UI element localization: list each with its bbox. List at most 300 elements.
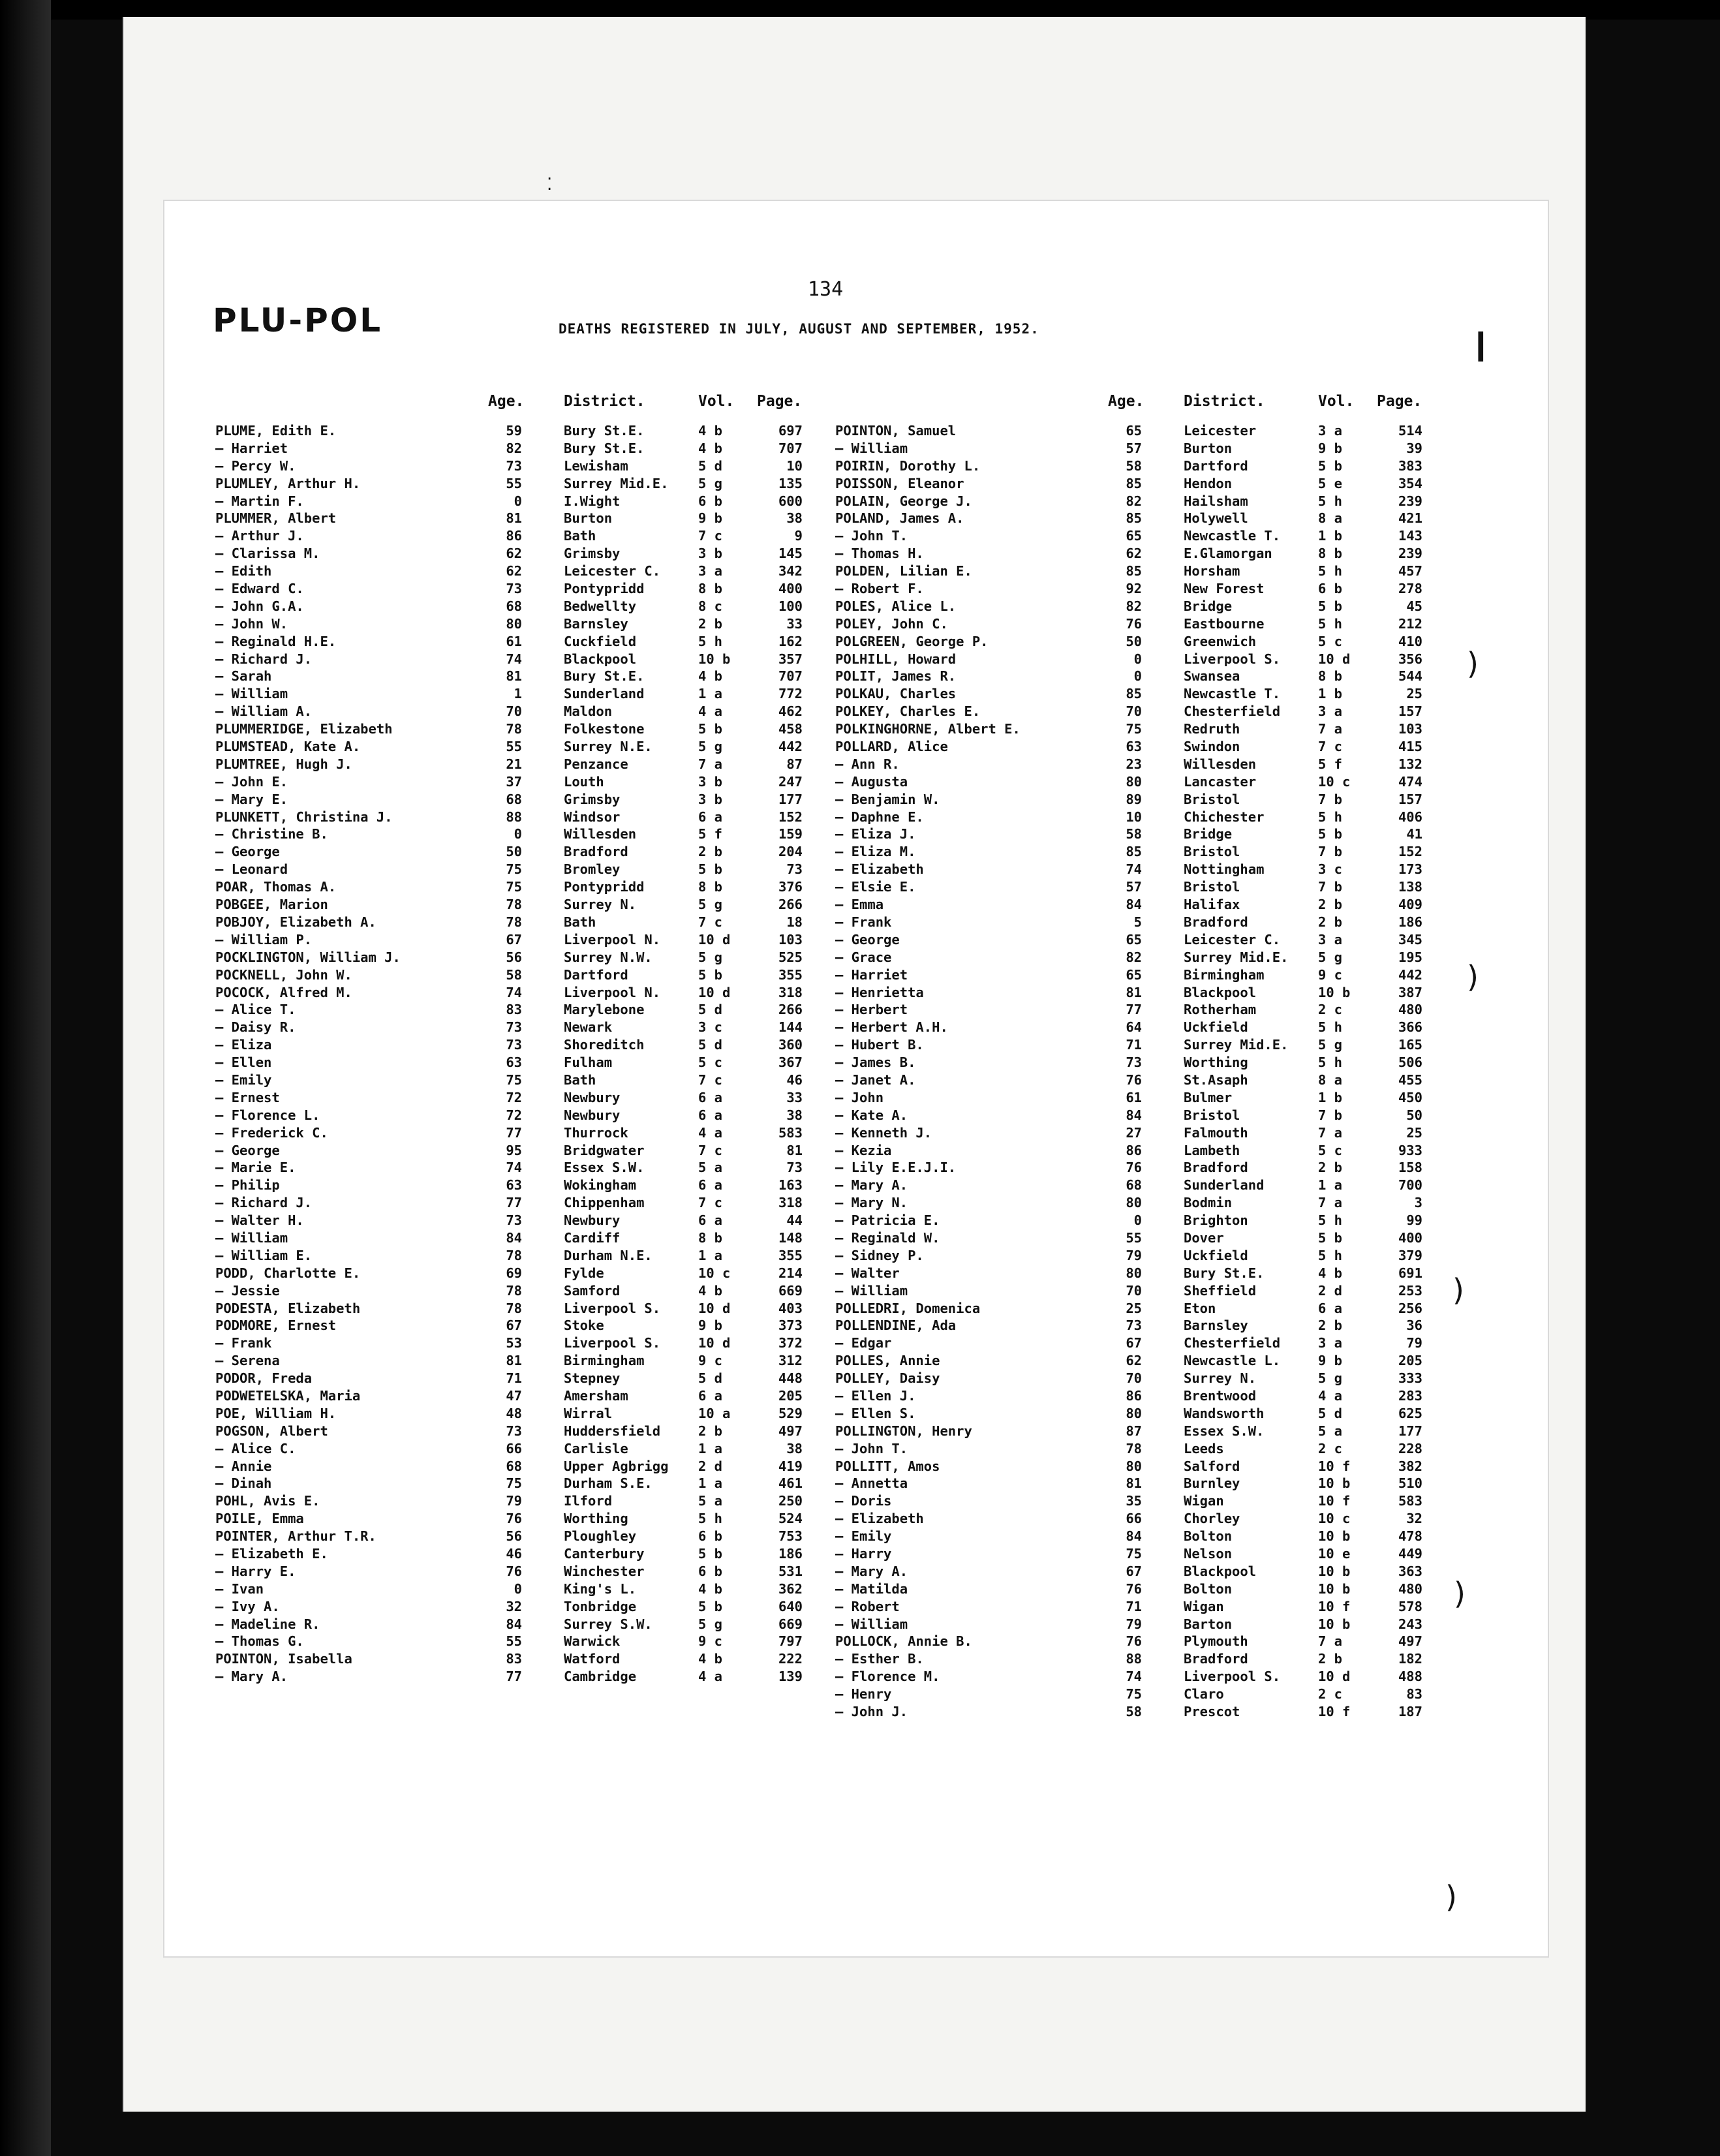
entry-page: 406 — [1398, 808, 1422, 825]
entry-page: 442 — [778, 739, 803, 755]
register-entry — [215, 1475, 868, 1493]
entry-vol: 8 c — [698, 598, 723, 614]
entry-page: 239 — [1398, 493, 1422, 509]
entry-age: 78 — [506, 1300, 522, 1316]
entry-page: 186 — [1398, 914, 1422, 930]
entry-age: 46 — [506, 1546, 522, 1562]
register-entry — [215, 598, 868, 616]
entry-page: 372 — [778, 1335, 803, 1351]
entry-vol: 5 b — [1318, 826, 1343, 842]
entry-page: 144 — [778, 1019, 803, 1036]
entry-page: 449 — [1398, 1546, 1422, 1562]
register-entry — [215, 1107, 868, 1125]
entry-page: 212 — [1398, 615, 1422, 632]
left-entries — [215, 423, 868, 1686]
entry-age: 85 — [1126, 510, 1142, 527]
entry-age: 0 — [1133, 651, 1142, 667]
entry-district: Burton — [1184, 440, 1233, 456]
entry-page: 177 — [1398, 1423, 1422, 1439]
register-entry — [835, 1055, 1488, 1072]
entry-age: 85 — [1126, 475, 1142, 491]
entry-name: POLES, Alice L. — [835, 598, 957, 614]
entry-age: 25 — [1126, 1300, 1142, 1316]
entry-page: 157 — [1398, 791, 1422, 807]
entry-name: — Kate A. — [835, 1107, 908, 1123]
entry-age: 32 — [506, 1598, 522, 1614]
entry-name: — Annetta — [835, 1475, 908, 1492]
entry-age: 55 — [506, 1633, 522, 1650]
entry-name: POLLEDRI, Domenica — [835, 1300, 981, 1316]
entry-age: 70 — [1126, 1370, 1142, 1387]
entry-page: 583 — [1398, 1493, 1422, 1509]
entry-page: 797 — [778, 1633, 803, 1650]
entry-district: Surrey Mid.E. — [1184, 949, 1289, 965]
register-entry — [215, 1406, 868, 1423]
entry-vol: 3 a — [1318, 423, 1343, 439]
entry-vol: 10 d — [698, 1300, 731, 1316]
entry-page: 478 — [1398, 1528, 1422, 1545]
entry-district: Thurrock — [564, 1124, 628, 1141]
register-entry — [215, 1441, 868, 1458]
entry-name: — Harriet — [215, 440, 288, 456]
entry-name: — Herbert — [835, 1002, 908, 1018]
entry-page: 143 — [1398, 528, 1422, 544]
register-entry — [835, 1581, 1488, 1599]
entry-district: Liverpool N. — [564, 984, 661, 1000]
entry-age: 68 — [506, 598, 522, 614]
entry-district: Wokingham — [564, 1177, 637, 1194]
entry-vol: 5 b — [698, 861, 723, 878]
register-entry — [835, 476, 1488, 493]
entry-name: POISSON, Eleanor — [835, 475, 964, 491]
entry-age: 88 — [1126, 1651, 1142, 1667]
left-column — [215, 393, 868, 1686]
entry-page: 450 — [1398, 1089, 1422, 1105]
entry-name: — Daisy R. — [215, 1019, 296, 1036]
entry-age: 66 — [1126, 1511, 1142, 1527]
entry-name: — Herbert A.H. — [835, 1019, 948, 1036]
entry-vol: 5 d — [698, 1370, 723, 1387]
binder-hole-mark: ) — [1467, 646, 1479, 681]
entry-age: 75 — [506, 1071, 522, 1088]
register-entry — [215, 1248, 868, 1265]
entry-district: King's L. — [564, 1580, 637, 1597]
entry-page: 103 — [1398, 721, 1422, 737]
entry-page: 135 — [778, 475, 803, 491]
entry-age: 56 — [506, 1528, 522, 1545]
entry-age: 76 — [1126, 1071, 1142, 1088]
entry-vol: 7 b — [1318, 791, 1343, 807]
register-entry — [835, 440, 1488, 458]
entry-name: — John G.A. — [215, 598, 304, 614]
entry-district: Wirral — [564, 1405, 613, 1421]
entry-age: 81 — [1126, 984, 1142, 1000]
entry-page: 524 — [778, 1511, 803, 1527]
entry-vol: 6 a — [698, 1107, 723, 1123]
entry-age: 75 — [506, 879, 522, 895]
entry-name: POLKINGHORNE, Albert E. — [835, 721, 1021, 737]
entry-age: 53 — [506, 1335, 522, 1351]
entry-page: 46 — [786, 1071, 803, 1088]
entry-age: 73 — [506, 457, 522, 474]
entry-page: 25 — [1406, 1124, 1422, 1141]
register-entry — [215, 1616, 868, 1634]
entry-district: Newcastle L. — [1184, 1353, 1281, 1369]
register-entry — [215, 440, 868, 458]
entry-district: Leicester C. — [1184, 931, 1281, 947]
entry-name: POE, William H. — [215, 1405, 337, 1421]
entry-page: 410 — [1398, 633, 1422, 649]
entry-page: 157 — [1398, 703, 1422, 720]
entry-vol: 6 b — [698, 493, 723, 509]
index-range-heading: PLU-POL — [213, 301, 383, 339]
entry-age: 62 — [506, 546, 522, 562]
entry-district: Swindon — [1184, 739, 1240, 755]
entry-age: 57 — [1126, 440, 1142, 456]
entry-district: Winchester — [564, 1563, 645, 1579]
entry-district: Sunderland — [564, 686, 645, 702]
entry-age: 76 — [1126, 1160, 1142, 1176]
entry-age: 95 — [506, 1142, 522, 1158]
entry-vol: 5 h — [1318, 1212, 1343, 1229]
entry-district: Huddersfield — [564, 1423, 661, 1439]
entry-district: Ilford — [564, 1493, 613, 1509]
entry-name: POAR, Thomas A. — [215, 879, 337, 895]
entry-name: — Leonard — [215, 861, 288, 878]
entry-district: Liverpool S. — [1184, 1669, 1281, 1685]
register-entry — [215, 1037, 868, 1055]
entry-page: 697 — [778, 423, 803, 439]
entry-vol: 4 b — [698, 668, 723, 685]
register-entry — [835, 1248, 1488, 1265]
entry-page: 145 — [778, 546, 803, 562]
entry-page: 318 — [778, 1195, 803, 1211]
entry-district: Surrey Mid.E. — [1184, 1037, 1289, 1053]
entry-vol: 10 d — [698, 931, 731, 947]
entry-district: Canterbury — [564, 1546, 645, 1562]
entry-name: — Christine B. — [215, 826, 328, 842]
entry-page: 333 — [1398, 1370, 1422, 1387]
entry-page: 73 — [786, 1160, 803, 1176]
entry-name: — Annie — [215, 1458, 272, 1474]
entry-vol: 10 b — [1318, 1475, 1351, 1492]
entry-vol: 4 b — [698, 1651, 723, 1667]
entry-age: 84 — [1126, 897, 1142, 913]
entry-vol: 7 b — [1318, 1107, 1343, 1123]
entry-name: — Frank — [835, 914, 892, 930]
entry-page: 419 — [778, 1458, 803, 1474]
entry-district: Brentwood — [1184, 1387, 1257, 1404]
entry-page: 707 — [778, 440, 803, 456]
entry-age: 85 — [1126, 686, 1142, 702]
entry-page: 39 — [1406, 440, 1422, 456]
entry-name: POLIT, James R. — [835, 668, 957, 685]
entry-page: 458 — [778, 721, 803, 737]
entry-age: 81 — [506, 668, 522, 685]
entry-page: 461 — [778, 1475, 803, 1492]
entry-name: — Arthur J. — [215, 528, 304, 544]
entry-age: 50 — [506, 844, 522, 860]
entry-name: — Emma — [835, 897, 884, 913]
entry-age: 71 — [1126, 1598, 1142, 1614]
entry-page: 455 — [1398, 1071, 1422, 1088]
entry-district: Birmingham — [564, 1353, 645, 1369]
register-entry — [835, 1511, 1488, 1528]
entry-vol: 2 b — [1318, 914, 1343, 930]
entry-page: 38 — [786, 510, 803, 527]
entry-name: — Harry — [835, 1546, 892, 1562]
register-entry — [835, 1370, 1488, 1388]
entry-district: Bulmer — [1184, 1089, 1233, 1105]
entry-age: 27 — [1126, 1124, 1142, 1141]
district-header: District. — [1184, 393, 1265, 410]
entry-vol: 5 d — [698, 457, 723, 474]
entry-vol: 7 c — [698, 528, 723, 544]
entry-vol: 3 b — [698, 791, 723, 807]
entry-vol: 1 a — [698, 686, 723, 702]
entry-name: — Edith — [215, 563, 272, 579]
entry-name: POGSON, Albert — [215, 1423, 328, 1439]
entry-district: Nelson — [1184, 1546, 1233, 1562]
register-entry — [215, 1335, 868, 1353]
register-entry — [835, 1107, 1488, 1125]
entry-name: — William — [215, 1229, 288, 1246]
entry-page: 480 — [1398, 1580, 1422, 1597]
entry-age: 74 — [506, 984, 522, 1000]
entry-age: 78 — [506, 1282, 522, 1299]
register-entry — [835, 1458, 1488, 1476]
entry-page: 409 — [1398, 897, 1422, 913]
entry-age: 55 — [506, 475, 522, 491]
entry-page: 342 — [778, 563, 803, 579]
entry-page: 247 — [778, 773, 803, 790]
entry-district: Grimsby — [564, 791, 621, 807]
entry-vol: 5 h — [1318, 493, 1343, 509]
entry-age: 68 — [1126, 1177, 1142, 1194]
entry-name: POLLENDINE, Ada — [835, 1317, 957, 1334]
register-entry — [835, 1072, 1488, 1090]
entry-district: Blackpool — [564, 651, 637, 667]
entry-page: 400 — [1398, 1229, 1422, 1246]
entry-age: 80 — [506, 615, 522, 632]
entry-age: 75 — [1126, 1686, 1142, 1702]
entry-vol: 7 a — [1318, 1195, 1343, 1211]
entry-vol: 10 f — [1318, 1598, 1351, 1614]
entry-page: 497 — [1398, 1633, 1422, 1650]
register-entry — [215, 1125, 868, 1143]
entry-page: 379 — [1398, 1247, 1422, 1263]
register-entry — [215, 703, 868, 721]
register-entry — [835, 1441, 1488, 1458]
entry-page: 100 — [778, 598, 803, 614]
entry-vol: 5 a — [698, 1493, 723, 1509]
entry-name: POINTON, Samuel — [835, 423, 957, 439]
register-entry — [215, 1370, 868, 1388]
entry-district: Cardiff — [564, 1229, 621, 1246]
entry-age: 47 — [506, 1387, 522, 1404]
entry-name: — William — [835, 1282, 908, 1299]
entry-page: 253 — [1398, 1282, 1422, 1299]
entry-name: — Serena — [215, 1353, 280, 1369]
entry-page: 497 — [778, 1423, 803, 1439]
entry-name: — Alice C. — [215, 1440, 296, 1456]
entry-age: 82 — [1126, 493, 1142, 509]
entry-page: 45 — [1406, 598, 1422, 614]
entry-page: 38 — [786, 1440, 803, 1456]
entry-district: Tonbridge — [564, 1598, 637, 1614]
entry-vol: 6 a — [698, 1387, 723, 1404]
register-entry — [835, 1423, 1488, 1441]
entry-district: Bristol — [1184, 879, 1240, 895]
entry-district: Louth — [564, 773, 604, 790]
entry-vol: 5 g — [698, 475, 723, 491]
register-entry — [835, 634, 1488, 651]
register-entry — [215, 826, 868, 844]
entry-vol: 7 a — [1318, 1124, 1343, 1141]
entry-vol: 2 c — [1318, 1440, 1343, 1456]
entry-vol: 8 b — [1318, 668, 1343, 685]
entry-age: 84 — [506, 1616, 522, 1632]
register-entry — [215, 1265, 868, 1283]
entry-vol: 2 d — [698, 1458, 723, 1474]
entry-vol: 6 b — [698, 1563, 723, 1579]
entry-age: 67 — [1126, 1563, 1142, 1579]
register-entry — [215, 1072, 868, 1090]
entry-page: 462 — [778, 703, 803, 720]
entry-age: 61 — [1126, 1089, 1142, 1105]
entry-page: 239 — [1398, 546, 1422, 562]
entry-vol: 10 b — [1318, 1563, 1351, 1579]
entry-district: Sunderland — [1184, 1177, 1265, 1194]
entry-age: 86 — [1126, 1142, 1142, 1158]
entry-vol: 8 b — [1318, 546, 1343, 562]
register-entry — [835, 581, 1488, 598]
register-entry — [835, 1406, 1488, 1423]
register-entry — [215, 651, 868, 669]
entry-page: 474 — [1398, 773, 1422, 790]
entry-age: 75 — [506, 1475, 522, 1492]
entry-vol: 10 d — [698, 1335, 731, 1351]
entry-district: Bristol — [1184, 844, 1240, 860]
entry-page: 691 — [1398, 1265, 1422, 1281]
register-entry — [835, 1002, 1488, 1019]
register-entry — [215, 1651, 868, 1669]
entry-page: 367 — [778, 1055, 803, 1071]
register-entry — [215, 634, 868, 651]
entry-name: — William — [215, 686, 288, 702]
register-entry — [835, 423, 1488, 440]
entry-page: 87 — [786, 756, 803, 772]
entry-district: Essex S.W. — [564, 1160, 645, 1176]
entry-name: POIRIN, Dorothy L. — [835, 457, 981, 474]
entry-name: — Benjamin W. — [835, 791, 940, 807]
entry-vol: 4 b — [1318, 1265, 1343, 1281]
entry-age: 86 — [506, 528, 522, 544]
entry-vol: 8 b — [698, 1229, 723, 1246]
entry-age: 69 — [506, 1265, 522, 1281]
register-entry — [835, 598, 1488, 616]
entry-district: Amersham — [564, 1387, 628, 1404]
entry-page: 148 — [778, 1229, 803, 1246]
entry-vol: 5 g — [698, 949, 723, 965]
entry-page: 81 — [786, 1142, 803, 1158]
entry-name: — Edgar — [835, 1335, 892, 1351]
register-entry — [215, 1669, 868, 1686]
entry-name: — Walter H. — [215, 1212, 304, 1229]
entry-vol: 5 b — [698, 1598, 723, 1614]
register-entry — [215, 1143, 868, 1160]
entry-vol: 2 b — [1318, 1160, 1343, 1176]
entry-age: 23 — [1126, 756, 1142, 772]
entry-age: 66 — [506, 1440, 522, 1456]
entry-page: 383 — [1398, 457, 1422, 474]
entry-district: Leicester C. — [564, 563, 661, 579]
entry-district: Prescot — [1184, 1704, 1240, 1720]
entry-vol: 10 b — [1318, 1616, 1351, 1632]
entry-page: 355 — [778, 966, 803, 983]
entry-name: — Esther B. — [835, 1651, 924, 1667]
entry-name: — John T. — [835, 1440, 908, 1456]
entry-district: Bury St.E. — [564, 423, 645, 439]
register-entry — [835, 1301, 1488, 1318]
register-entry — [215, 844, 868, 861]
entry-name: POBJOY, Elizabeth A. — [215, 914, 376, 930]
entry-vol: 5 a — [698, 1160, 723, 1176]
entry-age: 80 — [1126, 773, 1142, 790]
entry-name: PODWETELSKA, Maria — [215, 1387, 361, 1404]
entry-age: 58 — [1126, 1704, 1142, 1720]
entry-name: — Eliza J. — [835, 826, 916, 842]
entry-age: 58 — [506, 966, 522, 983]
entry-district: Surrey Mid.E. — [564, 475, 669, 491]
entry-district: Bradford — [1184, 1651, 1248, 1667]
entry-district: Bury St.E. — [1184, 1265, 1265, 1281]
entry-vol: 10 d — [1318, 651, 1351, 667]
entry-district: Ploughley — [564, 1528, 637, 1545]
entry-age: 59 — [506, 423, 522, 439]
entry-district: Hendon — [1184, 475, 1233, 491]
entry-age: 0 — [514, 826, 522, 842]
register-entry — [835, 1651, 1488, 1669]
entry-vol: 7 c — [698, 1071, 723, 1088]
entry-vol: 2 b — [698, 1423, 723, 1439]
entry-district: Cuckfield — [564, 633, 637, 649]
register-entry — [835, 616, 1488, 634]
entry-page: 506 — [1398, 1055, 1422, 1071]
entry-age: 70 — [1126, 1282, 1142, 1299]
entry-page: 363 — [1398, 1563, 1422, 1579]
register-entry — [835, 756, 1488, 774]
entry-district: Wigan — [1184, 1493, 1224, 1509]
register-entry — [215, 985, 868, 1002]
entry-page: 345 — [1398, 931, 1422, 947]
entry-name: — John W. — [215, 615, 288, 632]
register-entry — [835, 932, 1488, 949]
entry-district: Penzance — [564, 756, 628, 772]
entry-page: 158 — [1398, 1160, 1422, 1176]
register-entry — [215, 1160, 868, 1177]
entry-vol: 2 b — [698, 615, 723, 632]
column-headers — [835, 393, 1488, 416]
entry-name: — John E. — [215, 773, 288, 790]
entry-age: 58 — [1126, 826, 1142, 842]
entry-district: Newbury — [564, 1089, 621, 1105]
entry-age: 86 — [1126, 1387, 1142, 1404]
entry-age: 77 — [506, 1195, 522, 1211]
entry-page: 707 — [778, 668, 803, 685]
entry-name: POLKAU, Charles — [835, 686, 957, 702]
entry-vol: 10 d — [1318, 1669, 1351, 1685]
